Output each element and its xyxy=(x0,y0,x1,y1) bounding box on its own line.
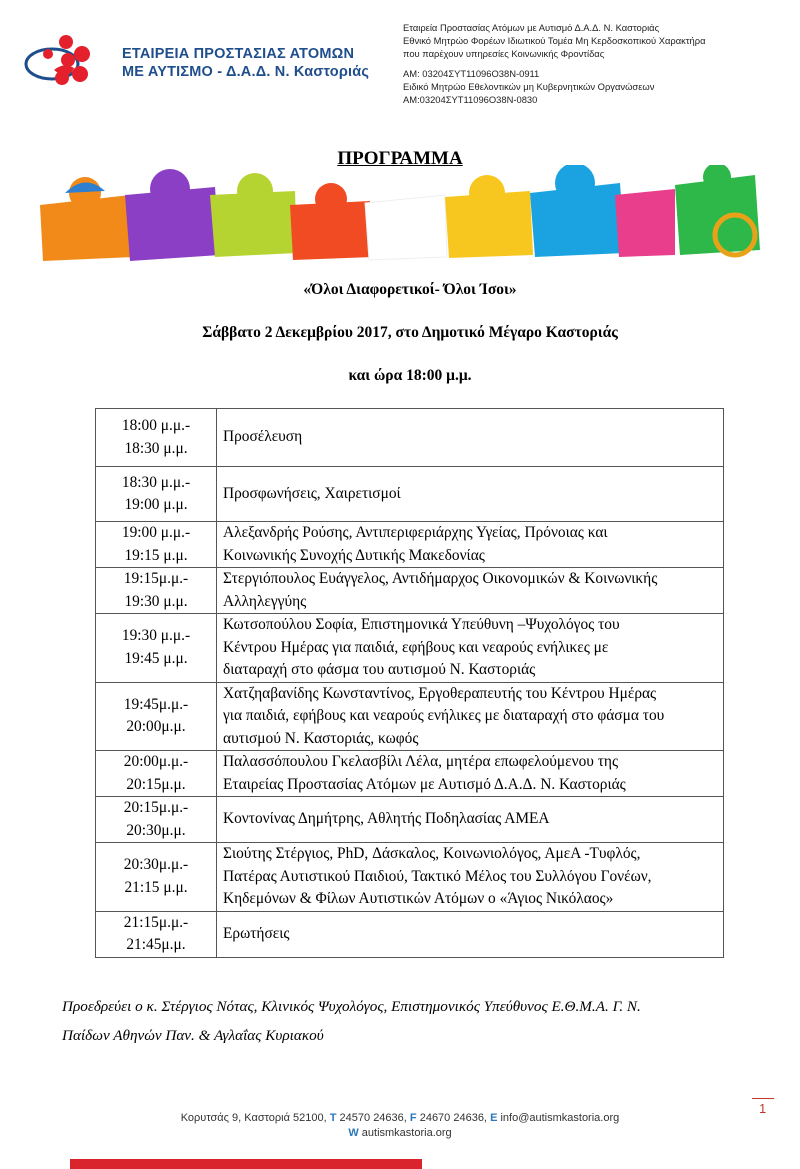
registration-line: που παρέχουν υπηρεσίες Κοινωνικής Φροντίδας xyxy=(403,48,605,60)
schedule-row xyxy=(96,522,724,568)
schedule-row xyxy=(96,467,724,522)
contact-address: Κορυτσάς 9, Καστοριά 52100, xyxy=(180,1112,327,1124)
organization-name-line2: ΜΕ ΑΥΤΙΣΜΟ - Δ.Α.Δ. Ν. Καστοριάς xyxy=(122,64,370,80)
schedule-description: Προσέλευση xyxy=(217,409,724,467)
schedule-row xyxy=(96,797,724,843)
schedule-row xyxy=(96,682,724,751)
schedule-description: Κωτσοπούλου Σοφία, Επιστημονικά Υπεύθυνη –Ψυχολόγος του Κέντρου Ημέρας για παιδιά, εφήβους και νεαρούς ενήλικες με διαταραχή στο φάσμα του αυτισμού Ν. Καστοριάς xyxy=(217,614,724,683)
registration-line: Ειδικό Μητρώο Εθελοντικών μη Κυβερνητικών Οργανώσεων xyxy=(403,80,655,92)
registration-line: Εθνικό Μητρώο Φορέων Ιδιωτικού Τομέα Μη Κερδοσκοπικού Χαρακτήρα xyxy=(403,35,706,47)
schedule-row xyxy=(96,568,724,614)
schedule-description: Παλασσόπουλου Γκελασβίλι Λέλα, μητέρα επωφελούμενου της Εταιρείας Προστασίας Ατόμων με Αυτισμό Δ.Α.Δ. Ν. Καστοριάς xyxy=(217,751,724,797)
email-address[interactable]: info@autismkastoria.org xyxy=(500,1112,620,1124)
schedule-time: 18:00 μ.μ.- 18:30 μ.μ. xyxy=(96,409,217,467)
chairperson-note-line: Προεδρεύει ο κ. Στέργιος Νότας, Κλινικός Ψυχολόγος, Επιστημονικός Υπεύθυνος Ε.Θ.Μ.Α. Γ. Ν. xyxy=(62,998,641,1015)
chairperson-note-line: Παίδων Αθηνών Παν. & Αγλαΐας Κυριακού xyxy=(62,1027,324,1044)
schedule-time: 19:15μ.μ.- 19:30 μ.μ. xyxy=(96,568,217,614)
organization-logo-icon xyxy=(24,32,114,92)
event-date-venue: Σάββατο 2 Δεκεμβρίου 2017, στο Δημοτικό Μέγαρο Καστοριάς xyxy=(202,324,618,341)
organization-name xyxy=(122,45,369,81)
contact-footer xyxy=(0,1111,800,1141)
puzzle-pieces-banner-icon xyxy=(35,165,775,265)
schedule-time: 20:00μ.μ.- 20:15μ.μ. xyxy=(96,751,217,797)
schedule-time: 18:30 μ.μ.- 19:00 μ.μ. xyxy=(96,467,217,522)
fax-number: 24670 24636, xyxy=(419,1112,487,1124)
schedule-time: 19:00 μ.μ.- 19:15 μ.μ. xyxy=(96,522,217,568)
website-address[interactable]: autismkastoria.org xyxy=(361,1127,452,1139)
schedule-time: 19:45μ.μ.- 20:00μ.μ. xyxy=(96,682,217,751)
schedule-time: 19:30 μ.μ.- 19:45 μ.μ. xyxy=(96,614,217,683)
website-label: W xyxy=(348,1127,359,1139)
schedule-description: Χατζηαβανίδης Κωνσταντίνος, Εργοθεραπευτής του Κέντρου Ημέρας για παιδιά, εφήβους και νεαρούς ενήλικες με διαταραχή στο φάσμα του αυτισμού Ν. Καστοριάς, κωφός xyxy=(217,682,724,751)
schedule-description: Αλεξανδρής Ρούσης, Αντιπεριφεριάρχης Υγείας, Πρόνοιας και Κοινωνικής Συνοχής Δυτικής Μακεδονίας xyxy=(217,522,724,568)
letterhead xyxy=(0,0,800,110)
phone-number: 24570 24636, xyxy=(339,1112,407,1124)
event-motto: «Όλοι Διαφορετικοί- Όλοι Ίσοι» xyxy=(303,281,517,298)
contact-line xyxy=(0,1111,800,1126)
schedule-row xyxy=(96,614,724,683)
schedule-description: Κοντονίνας Δημήτρης, Αθλητής Ποδηλασίας ΑΜΕΑ xyxy=(217,797,724,843)
page-number: 1 xyxy=(759,1101,767,1116)
registration-line: ΑΜ:03204ΣΥΤ11096Ο38Ν-0830 xyxy=(403,94,538,106)
page-title: ΠΡΟΓΡΑΜΜΑ xyxy=(337,148,463,169)
schedule-time: 21:15μ.μ.- 21:45μ.μ. xyxy=(96,911,217,957)
registration-line: ΑΜ: 03204ΣΥΤ11096Ο38Ν-0911 xyxy=(403,67,540,79)
phone-label: T xyxy=(329,1112,337,1124)
registration-line: Εταιρεία Προστασίας Ατόμων με Αυτισμό Δ.Α.Δ. Ν. Καστοριάς xyxy=(403,22,660,33)
email-label: E xyxy=(490,1112,498,1124)
schedule-time: 20:30μ.μ.- 21:15 μ.μ. xyxy=(96,843,217,912)
event-start-time: και ώρα 18:00 μ.μ. xyxy=(348,367,472,384)
registration-info xyxy=(403,21,706,106)
schedule-row xyxy=(96,751,724,797)
schedule-row xyxy=(96,911,724,957)
schedule-row xyxy=(96,843,724,912)
schedule-description: Προσφωνήσεις, Χαιρετισμοί xyxy=(217,467,724,522)
schedule-description: Σιούτης Στέργιος, PhD, Δάσκαλος, Κοινωνιολόγος, ΑμεΑ -Τυφλός, Πατέρας Αυτιστικού Παιδιού, Τακτικό Μέλος του Συλλόγου Γονέων, Κηδεμόνων & Φίλων Αυτιστικών Ατόμων ο «Άγιος Νικόλαος» xyxy=(217,843,724,912)
schedule-time: 20:15μ.μ.- 20:30μ.μ. xyxy=(96,797,217,843)
page-number-divider xyxy=(752,1098,774,1099)
chairperson-note xyxy=(62,992,762,1050)
organization-name-line1: ΕΤΑΙΡΕΙΑ ΠΡΟΣΤΑΣΙΑΣ ΑΤΟΜΩΝ xyxy=(122,46,355,62)
schedule-row xyxy=(96,409,724,467)
website-line xyxy=(0,1126,800,1141)
schedule-description: Ερωτήσεις xyxy=(217,911,724,957)
fax-label: F xyxy=(409,1112,417,1124)
schedule-table xyxy=(95,408,724,958)
schedule-description: Στεργιόπουλος Ευάγγελος, Αντιδήμαρχος Οικονομικών & Κοινωνικής Αλληλεγγύης xyxy=(217,568,724,614)
footer-accent-bar xyxy=(70,1159,422,1169)
